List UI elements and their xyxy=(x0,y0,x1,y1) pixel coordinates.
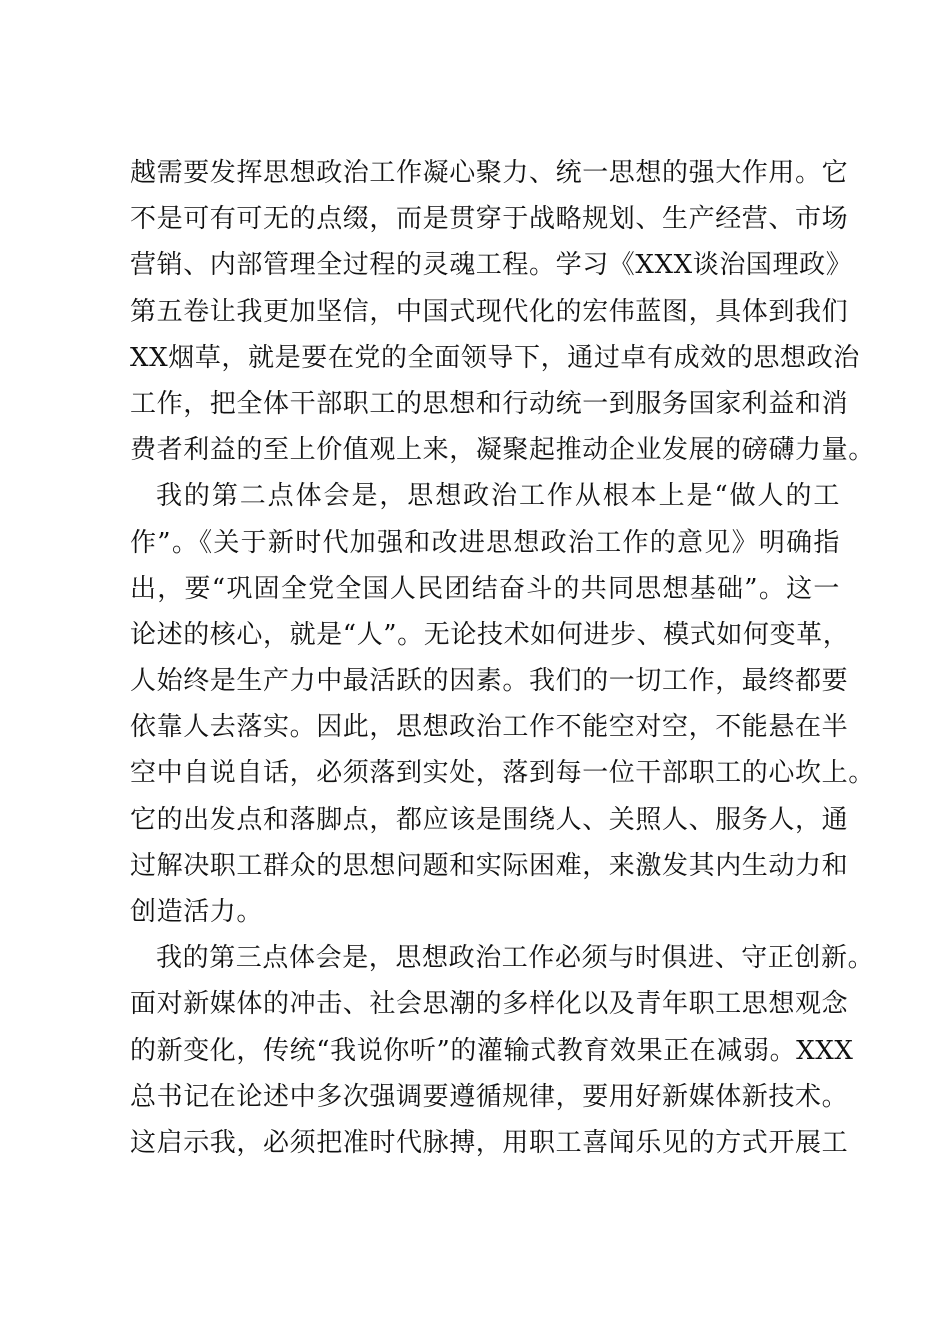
text-line: 越需要发挥思想政治工作凝心聚力、统一思想的强大作用。它 xyxy=(130,158,849,188)
text-line: 这启示我，必须把准时代脉搏，用职工喜闻乐见的方式开展工 xyxy=(130,1127,849,1158)
paragraph-1 xyxy=(130,150,875,473)
text-line: 费者利益的至上价值观上来，凝聚起推动企业发展的磅礴力量。 xyxy=(130,435,875,466)
text-line: 人始终是生产力中最活跃的因素。我们的一切工作，最终都要 xyxy=(130,666,849,697)
text-line: 它的出发点和落脚点，都应该是围绕人、关照人、服务人，通 xyxy=(130,804,849,835)
text-line: 空中自说自话，必须落到实处，落到每一位干部职工的心坎上。 xyxy=(130,758,875,789)
text-line: 过解决职工群众的思想问题和实际困难，来激发其内生动力和 xyxy=(130,850,849,881)
paragraph-3 xyxy=(130,935,875,1166)
text-line: 工作，把全体干部职工的思想和行动统一到服务国家利益和消 xyxy=(130,388,849,419)
text-line: 依靠人去落实。因此，思想政治工作不能空对空，不能悬在半 xyxy=(130,712,849,743)
text-line: 作”。《关于新时代加强和改进思想政治工作的意见》明确指 xyxy=(130,527,840,558)
text-line: 不是可有可无的点缀，而是贯穿于战略规划、生产经营、市场 xyxy=(130,204,849,235)
text-line: 我的第三点体会是，思想政治工作必须与时俱进、守正创新。 xyxy=(156,943,875,974)
text-line: XX烟草，就是要在党的全面领导下，通过卓有成效的思想政治 xyxy=(130,342,860,373)
paragraph-2 xyxy=(130,473,875,935)
text-line: 的新变化，传统“我说你听”的灌输式教育效果正在减弱。XXX xyxy=(130,1035,854,1066)
text-line: 面对新媒体的冲击、社会思潮的多样化以及青年职工思想观念 xyxy=(130,989,849,1020)
text-line: 出，要“巩固全党全国人民团结奋斗的共同思想基础”。这一 xyxy=(130,573,840,604)
text-line: 我的第二点体会是，思想政治工作从根本上是“做人的工 xyxy=(156,481,840,512)
text-line: 营销、内部管理全过程的灵魂工程。学习《XXX谈治国理政》 xyxy=(130,250,853,281)
document-body xyxy=(130,150,875,1166)
text-line: 总书记在论述中多次强调要遵循规律，要用好新媒体新技术。 xyxy=(130,1081,849,1112)
text-line: 第五卷让我更加坚信，中国式现代化的宏伟蓝图，具体到我们 xyxy=(130,296,849,327)
text-line: 创造活力。 xyxy=(130,897,264,927)
text-line: 论述的核心，就是“人”。无论技术如何进步、模式如何变革， xyxy=(130,619,850,650)
